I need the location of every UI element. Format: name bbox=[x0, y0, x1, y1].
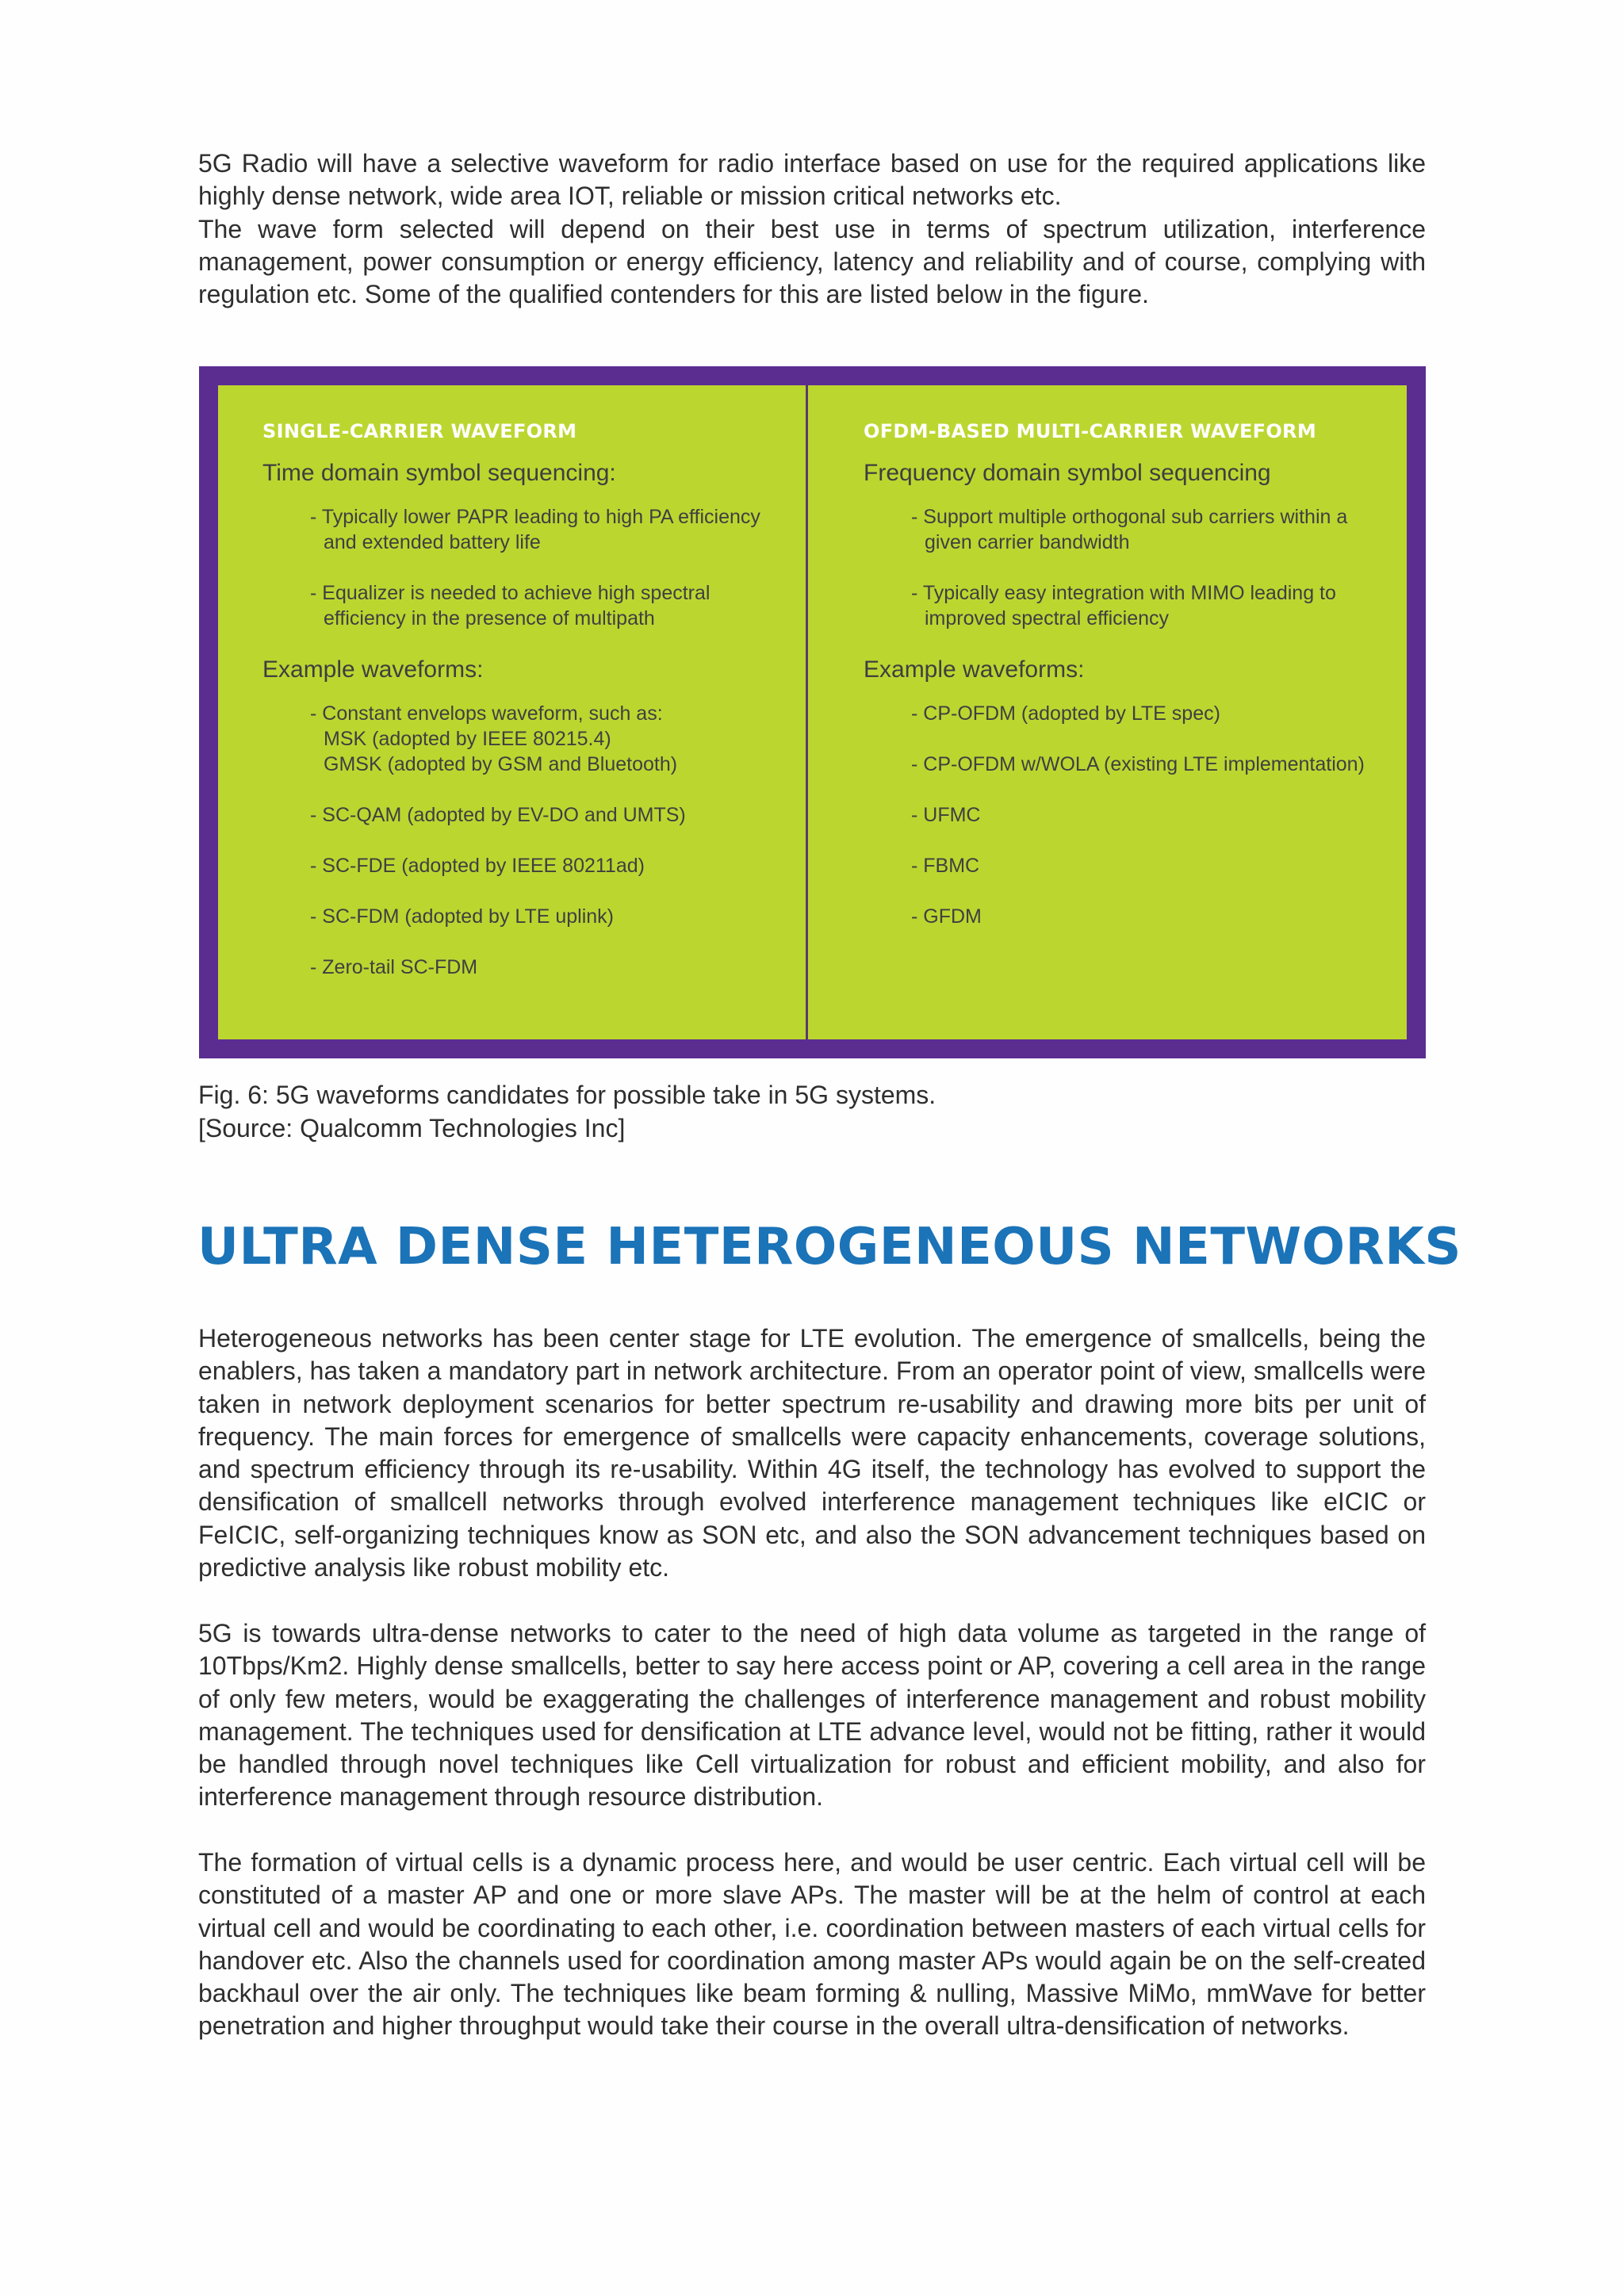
intro-text-1: 5G Radio will have a selective waveform for radio interface based on use for the required applications like highly dense network, wide area IOT, reliable or mission critical networks etc. bbox=[198, 149, 1426, 211]
list-item: - GFDM bbox=[911, 905, 982, 928]
list-item: - Constant envelops waveform, such as: MSK (adopted by IEEE 80215.4) GMSK (adopted by GSM and Bluetooth) bbox=[310, 702, 678, 775]
feature-list bbox=[310, 504, 782, 631]
list-item: - Equalizer is needed to achieve high spectral efficiency in the presence of multipath bbox=[310, 582, 710, 629]
example-list bbox=[310, 701, 782, 980]
body-paragraph: Heterogeneous networks has been center stage for LTE evolution. The emergence of smallcells, being the enablers, has taken a mandatory part in network architecture. From an operator point of view, smallcells were taken in network deployment scenarios for better spectrum re-usability and drawing more bits per unit of frequency. The main forces for emergence of smallcells were capacity enhancements, coverage solutions, and spectrum efficiency through its re-usability. Within 4G itself, the technology has evolved to support the densification of smallcell networks through evolved interference management techniques like eICIC or FeICIC, self-organizing techniques know as SON etc, and also the SON advancement techniques based on predictive analysis like robust mobility etc. bbox=[198, 1324, 1426, 1582]
ofdm-column bbox=[806, 385, 1407, 1039]
figure-panel bbox=[218, 385, 1407, 1039]
single-carrier-column bbox=[218, 385, 806, 1039]
body-paragraph: 5G is towards ultra-dense networks to cater to the need of high data volume as targeted in the range of 10Tbps/Km2. Highly dense smallcells, better to say here access point or AP, covering a cell area in the range of only few meters, would be exaggerating the challenges of interference management and robust mobility management. The techniques used for densification at LTE advance level, would not be fitting, rather it would be handled through novel techniques like Cell virtualization for robust and efficient mobility, and also for interference management through resource distribution. bbox=[198, 1619, 1426, 1812]
list-item: - CP-OFDM (adopted by LTE spec) bbox=[911, 702, 1220, 725]
list-item: - CP-OFDM w/WOLA (existing LTE implementation) bbox=[911, 753, 1365, 775]
column-title: SINGLE-CARRIER WAVEFORM bbox=[262, 420, 577, 442]
list-item: - Typically easy integration with MIMO leading to improved spectral efficiency bbox=[911, 582, 1336, 629]
column-subtitle: Frequency domain symbol sequencing bbox=[864, 460, 1271, 486]
list-item: - UFMC bbox=[911, 804, 981, 826]
intro-text-2: The wave form selected will depend on their best use in terms of spectrum utilization, interference management, power consumption or energy efficiency, latency and reliability and of course, complying with regulation etc. Some of the qualified contenders for this are listed below in the figure. bbox=[198, 214, 1426, 309]
figure-caption bbox=[198, 1078, 936, 1145]
example-list bbox=[911, 701, 1383, 929]
list-item: - SC-QAM (adopted by EV-DO and UMTS) bbox=[310, 804, 686, 826]
intro-paragraph bbox=[198, 147, 1426, 311]
caption-source: [Source: Qualcomm Technologies Inc] bbox=[198, 1114, 626, 1142]
column-subtitle: Time domain symbol sequencing: bbox=[262, 460, 616, 486]
caption-line: Fig. 6: 5G waveforms candidates for possible take in 5G systems. bbox=[198, 1081, 936, 1109]
column-subtitle: Example waveforms: bbox=[864, 656, 1085, 683]
section-heading: ULTRA DENSE HETEROGENEOUS NETWORKS bbox=[197, 1218, 1461, 1276]
body-paragraph: The formation of virtual cells is a dynamic process here, and would be user centric. Each virtual cell will be constituted of a master AP and one or more slave APs. The master will be at the helm of control at each virtual cell and would be coordinating to each other, i.e. coordination between masters of each virtual cells for handover etc. Also the channels used for coordination among master APs would again be on the self-created backhaul over the air only. The techniques like beam forming & nulling, Massive MiMo, mmWave for better penetration and higher throughput would take their course in the overall ultra-densification of networks. bbox=[198, 1848, 1426, 2041]
column-title: OFDM-BASED MULTI-CARRIER WAVEFORM bbox=[864, 420, 1317, 442]
list-item: - SC-FDM (adopted by LTE uplink) bbox=[310, 905, 614, 928]
column-subtitle: Example waveforms: bbox=[262, 656, 484, 683]
list-item: - SC-FDE (adopted by IEEE 80211ad) bbox=[310, 855, 645, 877]
feature-list bbox=[911, 504, 1383, 631]
list-item: - FBMC bbox=[911, 855, 980, 877]
list-item: - Typically lower PAPR leading to high PA efficiency and extended battery life bbox=[310, 506, 760, 553]
waveform-figure bbox=[199, 366, 1426, 1058]
list-item: - Zero-tail SC-FDM bbox=[310, 956, 478, 978]
list-item: - Support multiple orthogonal sub carriers within a given carrier bandwidth bbox=[911, 506, 1348, 553]
